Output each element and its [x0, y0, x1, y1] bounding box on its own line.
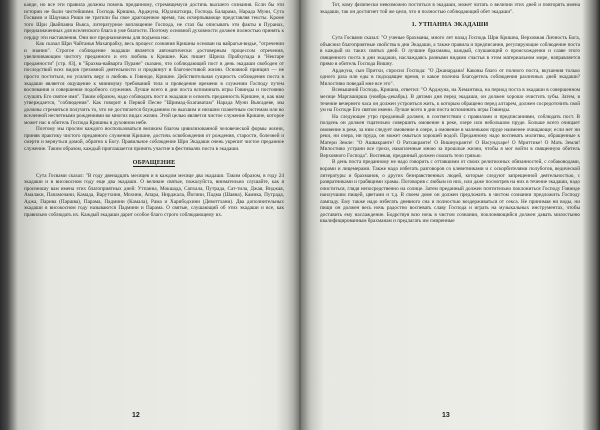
right-paragraph-3: Арджуна, сын Притхи, спросил Господа: "О Джанардана! Каковы благо от полного поста, вкушения только одного раза или еды в подходящее время, и какое полезна благодетель соблюдения различных дней экадаши? Милостиво поведай мне все это". — [320, 67, 580, 87]
right-paragraph-2: Сута Госвами сказал: "О ученые брахманы, много лет назад Господь Шри Кришна, Верховная Личность Бога, объяснил благоприятные свойства в дни Экадаши, а также правила и предписания, регулирующие соблюдение поста в каждый их таких святых дней. О лучшие брахманы, каждый, слушающий о происхождении и славе этого священного поста в дни экадаши, наслаждаясь разными видами счастья в этом материальном мире, направляется прямо в обитель Господа Вишну. — [320, 35, 580, 68]
right-paragraph-4: Всевышний Господь, Кришна, ответил: "О Арджуна, на Хемантика, на период поста в экадаши в совершенном месяце Маргаширша (ноябрь-декабрь). В дятами дня перед экадаши, он должен хорошо очистить зубы. Затем, в течение вечернего часа он должен устроиться жить, к которым обращено перед алтарем, должен сосредоточить свой ум на Господе Его святом имени. Лучше всего в дни поста вспоминать игры Говинды. — [320, 87, 580, 114]
page-number-left: 12 — [132, 412, 140, 419]
left-paragraph-4: Сута Госвами сказал: "В году двенадцать месяцев и в каждом месяце два экадаши. Таким образом, в году 24 экадаши и в високосном году еще два экадаши. О великие святые, пожалуйста, внимательно слушайте, как я произношу вам имена этих благоприятных дней: Утпанна, Мокшада, Сапхала, Путрада, Сат-тила, Джая, Виджая, Амалаки, Папамочани, Камада, Варутхини, Мохини, Апара, Нирджала, Йогини, Падма (Шаяна), Камика, Путрада, Аджа, Парива (Паршва), Парама, Падмини (Камала), Рама и Харибодхини (Девоттхани). Два дополнительных экадаши в високосном году называются Падмини и Парама. О святые, слушающий об этих экадаши и все, как правильно соблюдать их. Каждый экадаши дарит особое благо строго соблюдающему их. — [24, 172, 284, 218]
left-page — [14, 0, 290, 430]
section-heading-appeal-text: ОБРАЩЕНИЕ — [132, 158, 176, 166]
right-paragraph-5: На следующее утро преданный должен, в соответствии с правилами и предписаниями, соблюдать пост. В полдень он должен тщательно совершить омовение в реке, озере или небольшом пруде. Больше всего очищает омовение в реке, за ним следует омовение в озере, а омовение в маленьком пруде наименее очищающе; если нет ни реки, ни озера, ни пруда, он может омыться хорошей водой. Преданному надо воспевать молитвы, обращенные к Матери Земле: "О Ашвакранте! О Ратхакранте! О Вишнукранте! О Васундхаре! О Мриттике! О Мать Земля! Милостиво устрани все грехи, накопленные мною за прошлые жизни, чтобы я мог войти в священную обитель Верховного Господа". Воспевая, преданный должен смазать тело грязью. — [320, 113, 580, 159]
right-page-text — [320, 2, 580, 225]
page-number-right: 13 — [442, 412, 450, 419]
left-paragraph-2: Как сказал Шри Чайтанья Махапрабху, весь процесс сознания Кришны основан на вайрагья-видье, "отречении и знании". Строгое соблюдение экадаши является автоматически достоверным процессом отречения, увеличивающим чистоту преданного и его любовь к Кришне. Как пишет Шрила Прабхупада в "Нектаре преданности" [стр. 83], в "Брахма-вайварта Пуране" сказано, что соблюдающий пост в день экадаши свободен от последствий всех видов греховной деятельности и продвинут в благочестивой жизни. Основной принцип — не просто поститься, но усилить веру и любовь к Говинде, Кришне. Действительная сущность соблюдения поста в экадаши является ощущение к минимуму требований тела и проведение времени в служении Господу путем воспевания и совершения подобного служения. Лучше всего в дни поста вспоминать игры Говинды и постоянно слушать Его святое имя". Таким образом, надо соблюдать пост в экадаши и освоить преданность Кришне, и, как нам утверждается, "соблюдения". Как говорит в Первой Песне "Шримад-Бхагаватам" Нарада Муни Вьясадеве, мы должны стремиться получить то, что не достигается блужданием по высшим и низшим планетным системам или во вселенной несчетными рождениями во многих видах жизни. Этой целью является чистое служение Кришне, которое может нас в обитель Господа Кришны в духовном небе. — [24, 41, 284, 126]
left-paragraph-3: Поэтому мы просим каждого воспользоваться великим благом цивилизованной человеческой формы жизни, приняв практику чистого преданного служения Кришне, достичь освобождения от рождения, старости, болезней и смерти и вернуться домой, обратно к Богу. Правильное соблюдение Шри Экадаши очень укрепит чистое преданное служение. Таким образом, каждый приглашается принять участие в фестивалях поста в экадаши. — [24, 126, 284, 153]
right-page — [310, 0, 586, 430]
section-heading-utpanna: 1. УТПАННА ЭКАДАШИ — [411, 21, 489, 29]
right-paragraph-1: Тот, кому физически невозможно поститься в экадаши, может читать о величии этих дней и повторять имена экадаши, так он достигнет той же цели, что и полностью соблюдающий обет экадаши". — [320, 2, 580, 15]
section-heading-appeal — [24, 159, 284, 167]
left-paragraph-1: канде, но все эти правила должны помочь преданному, стремящемуся достичь высшего сознания. Если бы эти истории не были чистейшими. Господь Кришна, Арджуна, Юдхиштхира, Господь Баларама, Нарада Муни, Сута Госвами и Шаунака Риши не тратили бы свое драгоценное время, так исчерпывающе представляя тексты. Кроме того Шри Двайпаяна Вьяса, литературное воплощение Господа, не стал бы описывать эти факты в Пуранах, предназначенных для вселенского блага в уме благости. Поэтому основной духовности должен полностью принять к сердцу эти наставления. Они все предназначены для подъема нас. — [24, 2, 284, 41]
left-page-text — [24, 2, 284, 218]
right-paragraph-6: В день поста преданному не надо говорить с оттавшими от своих религиозных обязанностей, с собаководами, ворами и лицемерами. Также надо избегать разговоров со клеветниками и с оскорбителями полубогов, ведической литературы и брахманов, о других безнравственных людей, которые следуют запрещенной деятельностью, с развратниками и грабящими храмы. Поговорив с любым из них, или даже посмотрев на них в течение экадаши, надо очиститься, глядя непосредственно на солнце. Затем преданный должен почтительно поклониться Господу Говинде наилучшим пищей, цветами и т.д. В своем доме он должен предложить в чистом сознании предложить Господу лампаду. Ему также надо избегать дневного сна и полностью воздерживаться от секса. Не принимая ни воды, ни пищи он должен весь ночь радостно воспевать славу Господа и играть на музыкальных инструментах, чтобы доставить ему наслаждение. Бодрствуя всю ночь в чистом сознании, поклоняющийся должен давать милостыню квалифицированным брахманам и предлагать им смиренные — [320, 159, 580, 225]
book-gutter — [288, 0, 312, 430]
